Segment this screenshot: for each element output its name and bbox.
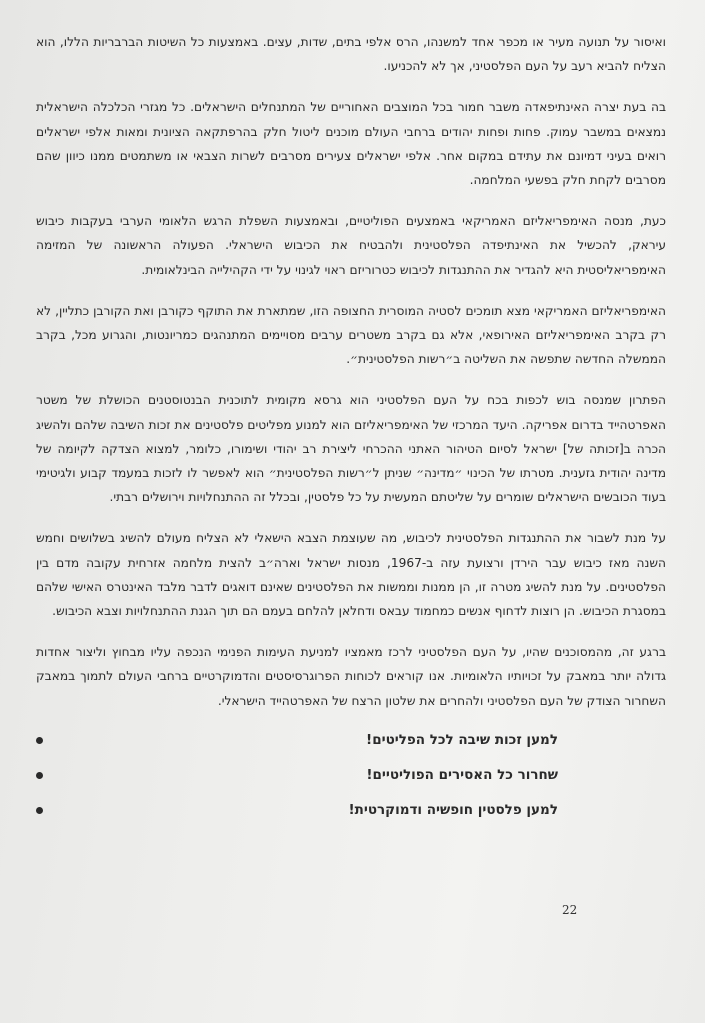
- paragraph-crisis: בה בעת יצרה האינתיפאדה משבר חמור בכל המוצבים האחוריים של המתנחלים הישראלים. כל מגזרי הכלכלה הישראלית נמצאים במשבר עמוק. פחות ופחות יהודים ברחבי העולם מוכנים ליטול חלק בהרפתקאה הציונית ומאות אלפי ישראלים רואים בעיני דמיונם את עתידם במקום אחר. אלפי ישראלים צעירים מסרבים לשרות הצבאי או משתמטים ממנו כיוון שהם מסרבים לקחת חלק בפשעי המלחמה.: [36, 100, 666, 188]
- bullet-icon: [36, 807, 43, 814]
- slogan-text: שחרור כל האסירים הפוליטיים!: [366, 766, 558, 783]
- list-item: [38, 730, 558, 750]
- page-number: 22: [562, 903, 578, 917]
- slogan-text: למען פלסטין חופשיה ודמוקרטית!: [348, 801, 558, 818]
- slogan-list: [38, 730, 558, 820]
- paragraph-imperialism: כעת, מנסה האימפריאליזם האמריקאי באמצעים הפוליטיים, ובאמצעות השפלת הרגש הלאומי הערבי בעקבות כיבוש עיראק, להכשיל את האינתיפדה הפלסטינית ולהבטיח את הכיבוש הישראלי. הפעולה הראשונה של המזימה האימפריאליסטית היא להגדיר את ההתנגדות לכיבוש כטרוריזם ראוי לגינוי על ידי הקהילייה הבינלאומית.: [36, 214, 666, 277]
- paragraph-supporters: האימפריאליזם האמריקאי מצא תומכים לסטיה המוסרית החצופה הזו, שמתארת את התוקף כקורבן ואת הקורבן כתליין, לא רק בקרב האימפריאליזם האירופאי, אלא גם בקרב משטרים ערבים מסויימים המתנהגים כמריונטות, והגרוע מכל, בקרב הממשלה החדשה שתפשה את השליטה ב״רשות הפלסטינית״.: [36, 303, 666, 367]
- paragraph-siege: ואיסור על תנועה מעיר או מכפר אחד למשנהו, הרס אלפי בתים, שדות, עצים. באמצעות כל השיטות הברבריות הללו, הוא הצליח להביא רעב על העם הפלסטיני, אך לא להכניעו.: [36, 35, 666, 74]
- paragraph-bantustan: הפתרון שמנסה בוש לכפות בכח על העם הפלסטיני הוא גרסא מקומית לתוכנית הבנטוסטנים הכושלת של משטר האפרטהייד בדרום אפריקה. היעד המרכזי של האימפריאליזם הוא למנוע מפליטים פלסטינים את זכות השיבה שלהם ולהשיג הכרה ב[זכותה של] ישראל לסיום הטיהור האתני ההכרחי ליצירת רב יהודי ושימורו, כלומר, למצוא הצדקה לקיומה של מדינה יהודית גזענית. מטרתו של הכינוי ״מדינה״ שניתן ל״רשות הפלסטינית״ הוא לאפשר לו לזכות במעמד קבוע ולגיטימי בעוד הכובשים הישראלים שומרים על שליטתם המעשית על כל פלסטין, ובכלל זה ההתנחלויות וירושלים רבתי.: [36, 393, 666, 505]
- paragraph-civil-war: על מנת לשבור את ההתנגדות הפלסטינית לכיבוש, מה שעוצמת הצבא הישאלי לא הצליח מעולם להשיג בשלושים וחמש השנה מאז כיבוש עבר הירדן ורצועת עזה ב-1967, מנסות ישראל וארה״ב להצית מלחמה אזרחית עקובה מדם בין הפלסטינים. על מנת להשיג מטרה זו, הן ממנות וממשות את הפלסטינים שאינם דואגים לדבר מלבד האינטרס האישי שלהם במסגרת הכיבוש. הן רוצות לדחוף אנשים כמחמוד עבאס ודחלאן להלחם בעמם הם תוך הגנת ההתנחלויות וצבא הכיבוש.: [36, 531, 666, 619]
- slogan-text: למען זכות שיבה לכל הפליטים!: [366, 731, 558, 748]
- list-item: [38, 800, 558, 820]
- paragraph-call: ברגע זה, מהמסוכנים שהיו, על העם הפלסטיני לרכז מאמציו למניעת העימות הפנימי הנכפה עליו מבחוץ וליצור אחדות גדולה יותר במאבק על זכויותיו הלאומיות. אנו קוראים לכוחות הפרוגרסיסטים והדמוקרטיים ברחבי העולם לתמוך במאבק השחרור הצודק של העם הפלסטיני ולהחרים את שלטון הרצח של האפרטהייד הישראלי.: [36, 645, 666, 708]
- list-item: [38, 765, 558, 785]
- bullet-icon: [36, 772, 43, 779]
- bullet-icon: [36, 737, 43, 744]
- document-page: [36, 30, 666, 835]
